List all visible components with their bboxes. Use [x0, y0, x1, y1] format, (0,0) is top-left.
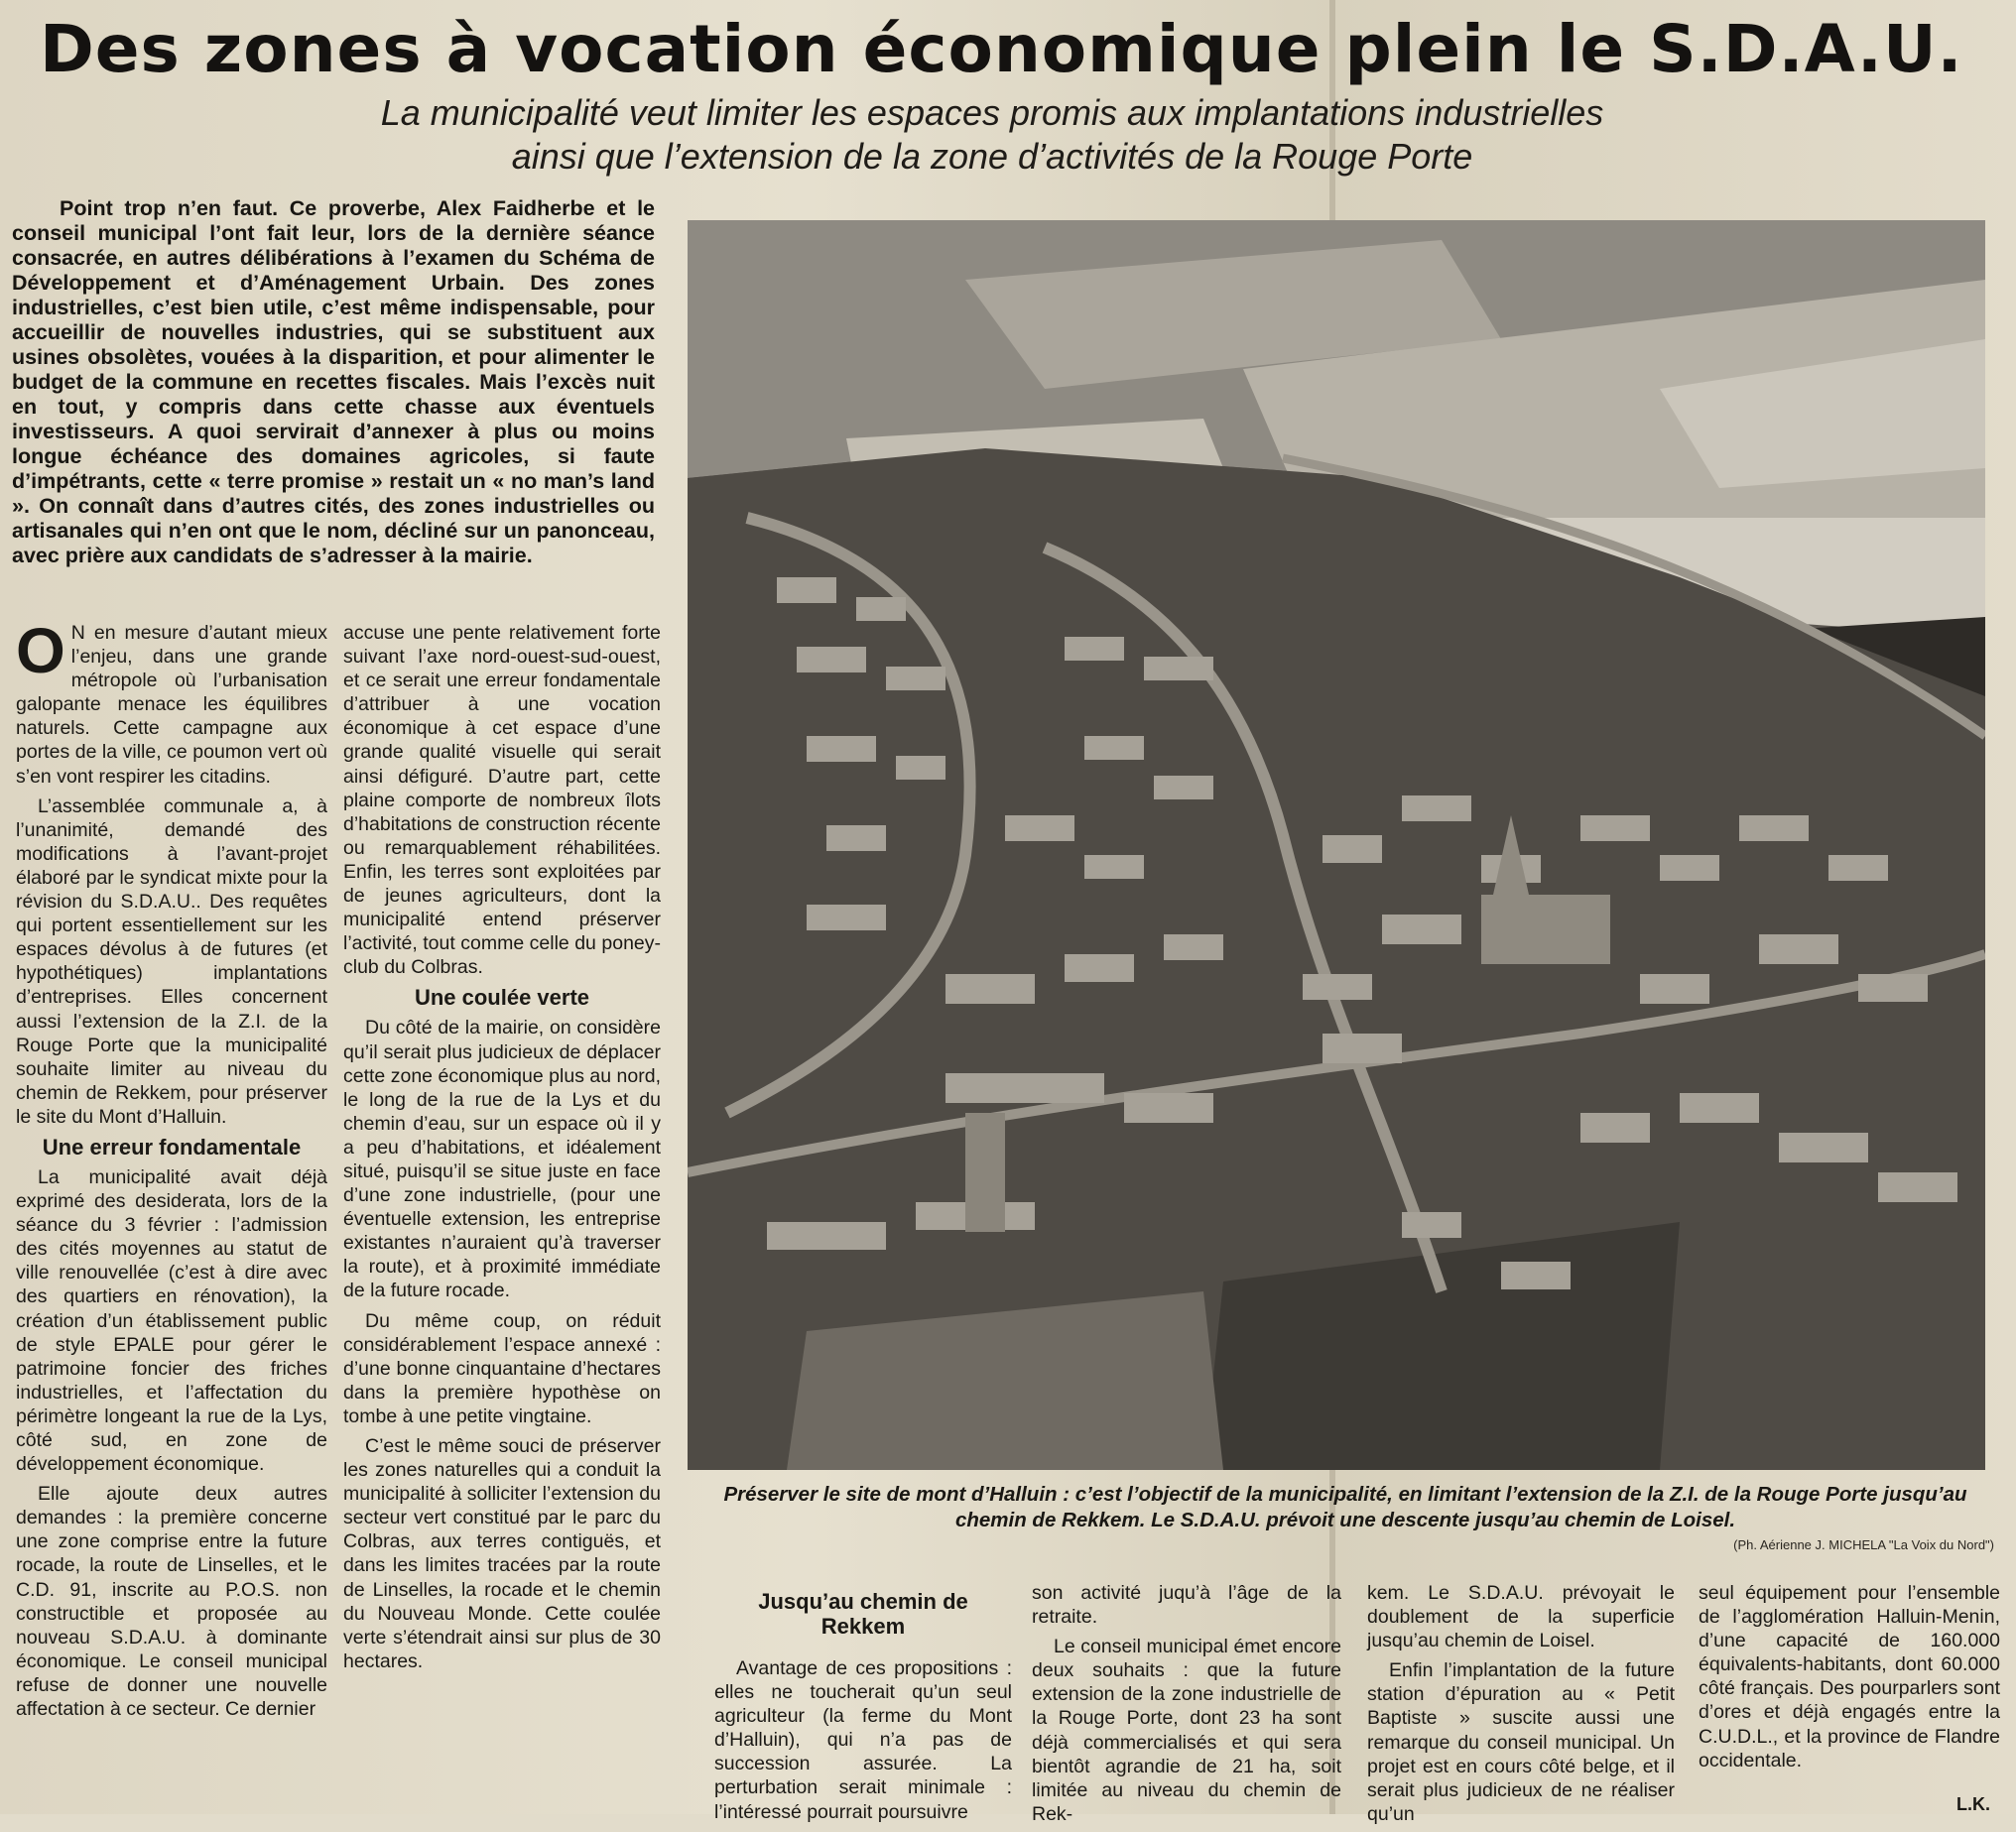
paragraph: Du côté de la mairie, on considère qu’il serait plus judicieux de déplacer cette zone économique plus au nord, le long de la rue de la Lys et du chemin d’eau, sur un espace où il y a peu d’habitations, et idéalement situé, puisqu’il se situe juste en face d’une zone industrielle, (pour une éventuelle extension, les entreprise existantes n’auraient qu’à traverser la route), et à proximité immédiate de la future rocade.: [343, 1017, 661, 1302]
column-5: [1367, 1581, 1675, 1832]
intertitle-erreur: Une erreur fondamentale: [42, 1134, 302, 1160]
paragraph: kem. Le S.D.A.U. prévoyait le doublement de la superficie jusqu’au chemin de Loisel.: [1367, 1582, 1675, 1652]
intertitle-rekkem: Jusqu’au chemin de Rekkem: [758, 1589, 968, 1639]
paragraph: Elle ajoute deux autres demandes : la première concerne une zone comprise entre la future rocade, la route de Linselles, et le C.D. 91, inscrite au P.O.S. non constructible et proposée au nouveau S.D.A.U. à dominante économique. Le conseil municipal refuse de donner une nouvelle affectation à ce secteur. Ce dernier: [16, 1483, 327, 1721]
paragraph: Avantage de ces propositions : elles ne toucherait qu’un seul agriculteur (la ferme du Mont d’Halluin), qui n’a pas de succession assurée. La perturbation serait minimale : l’intéressé pourrait poursuivre: [714, 1657, 1012, 1823]
lead-text: Point trop n’en faut. Ce proverbe, Alex Faidherbe et le conseil municipal l’ont fait leur, lors de la dernière séance consacrée, en autres délibérations à l’examen du Schéma de Développement et d’Aménagement Urbain. Des zones industrielles, c’est bien utile, c’est même indispensable, pour accueillir de nouvelles industries, qui se substituent aux usines obsolètes, vouées à la disparition, et pour alimenter le budget de la commune en recettes fiscales. Mais l’excès nuit en tout, y compris dans cette chasse aux éventuels investisseurs. A quoi servirait d’annexer à plus ou moins longue échéance des domaines agricoles, si faute d’impétrants, cette « terre promise » restait un « no man’s land ». On connaît dans d’autres cités, des zones industrielles ou artisanales qui n’en ont que le nom, décliné sur un panonceau, avec prière aux candidats de s’adresser à la mairie.: [12, 196, 655, 567]
aerial-photo-illustration: [688, 220, 1985, 1470]
intertitle-coulee-verte: Une coulée verte: [414, 985, 590, 1011]
paragraph: accuse une pente relativement forte suivant l’axe nord-ouest-sud-ouest, et ce serait une erreur fondamentale d’attribuer à une vocation économique à cet espace d’une grande qualité visuelle qui serait ainsi défiguré. D’autre part, cette plaine comporte de nombreux îlots d’habitations de construction récente ou remarquablement réhabilitées. Enfin, les terres sont exploitées par de jeunes agriculteurs, dont la municipalité entend préserver l’activité, tout comme celle du poney-club du Colbras.: [343, 622, 661, 979]
opening-paragraph: O N en mesure d’autant mieux l’enjeu, dans une grande métropole où l’urbanisation galopante menace les équilibres naturels. Cette campagne aux portes de la ville, ce poumon vert où s’en vont respirer les citadins.: [16, 615, 327, 788]
paragraph: son activité juqu’à l’âge de la retraite.: [1032, 1582, 1341, 1629]
column-6: [1699, 1581, 2000, 1778]
paragraph: Le conseil municipal émet encore deux souhaits : que la future extension de la zone industrielle de la Rouge Porte, dont 23 ha sont déjà commercialisés et qui sera bientôt agrandie de 21 ha, soit limitée au niveau du chemin de Rek-: [1032, 1636, 1341, 1825]
headline: Des zones à vocation économique plein le S.D.A.U.: [40, 11, 1963, 87]
column-1: [16, 615, 327, 1727]
photo-credit: (Ph. Aérienne J. MICHELA "La Voix du Nord"): [1733, 1537, 1994, 1552]
column-4: [1032, 1581, 1341, 1832]
subheadline-line-1: La municipalité veut limiter les espaces promis aux implantations industrielles: [380, 92, 1604, 133]
column-3: [714, 1656, 1012, 1830]
column-2: [343, 621, 661, 1679]
paragraph: Enfin l’implantation de la future station d’épuration au « Petit Baptiste » suscite aussi une remarque du conseil municipal. Un projet est en cours côté belge, et il serait plus judicieux de ne réaliser qu’un: [1367, 1659, 1675, 1825]
paragraph: C’est le même souci de préserver les zones naturelles qui a conduit la municipalité à solliciter l’extension du secteur vert constitué par le parc du Colbras, aux terres contiguës, et dans les limites tracées par la route de Linselles, la rocade et le chemin du Nouveau Monde. Cette coulée verte s’étendrait ainsi sur plus de 30 hectares.: [343, 1435, 661, 1672]
paragraph: L’assemblée communale a, à l’unanimité, demandé des modifications à l’avant-projet élaboré par le syndicat mixte pour la révision du S.D.A.U.. Des requêtes qui portent essentiellement sur les espaces dévolus à de futures (et hypothétiques) implantations d’entreprises. Elles concernent aussi l’extension de la Z.I. de la Rouge Porte que la municipalité souhaite limiter au niveau du chemin de Rekkem, pour préserver le site du Mont d’Halluin.: [16, 794, 327, 1128]
subheadline-line-2: ainsi que l’extension de la zone d’activités de la Rouge Porte: [511, 136, 1473, 177]
paragraph: seul équipement pour l’ensemble de l’agglomération Halluin-Menin, d’une capacité de 160.000 équivalents-habitants, dont 60.000 côté français. Des pourparlers sont d’ores et déjà engagés entre la C.U.D.L., et la province de Flandre occidentale.: [1699, 1582, 2000, 1771]
church: [1481, 895, 1610, 964]
lead-paragraph: [12, 196, 655, 568]
paragraph: La municipalité avait déjà exprimé des desiderata, lors de la séance du 3 février : l’admission des cités moyennes au statut de ville renouvellée (c’est à dire avec des quartiers en rénovation), la création d’un établissement public de style EPALE pour gérer le patrimoine foncier des friches industrielles, et l’affectation du périmètre longeant la rue de la Lys, côté sud, en zone de développement économique.: [16, 1165, 327, 1476]
author-signature: L.K.: [1956, 1794, 1990, 1814]
paragraph: Du même coup, on réduit considérablement l’espace annexé : d’une bonne cinquantaine d’hectares dans la première hypothèse on tombe à une petite vingtaine.: [343, 1309, 661, 1427]
aerial-photo: [688, 220, 1985, 1470]
subheadline: [149, 91, 1835, 179]
photo-caption: Préserver le site de mont d’Halluin : c’est l’objectif de la municipalité, en limitant l’extension de la Z.I. de la Rouge Porte jusqu’au chemin de Rekkem. Le S.D.A.U. prévoit une descente jusqu’au chemin de Loisel.: [723, 1483, 1967, 1531]
drop-cap: O: [16, 615, 65, 686]
